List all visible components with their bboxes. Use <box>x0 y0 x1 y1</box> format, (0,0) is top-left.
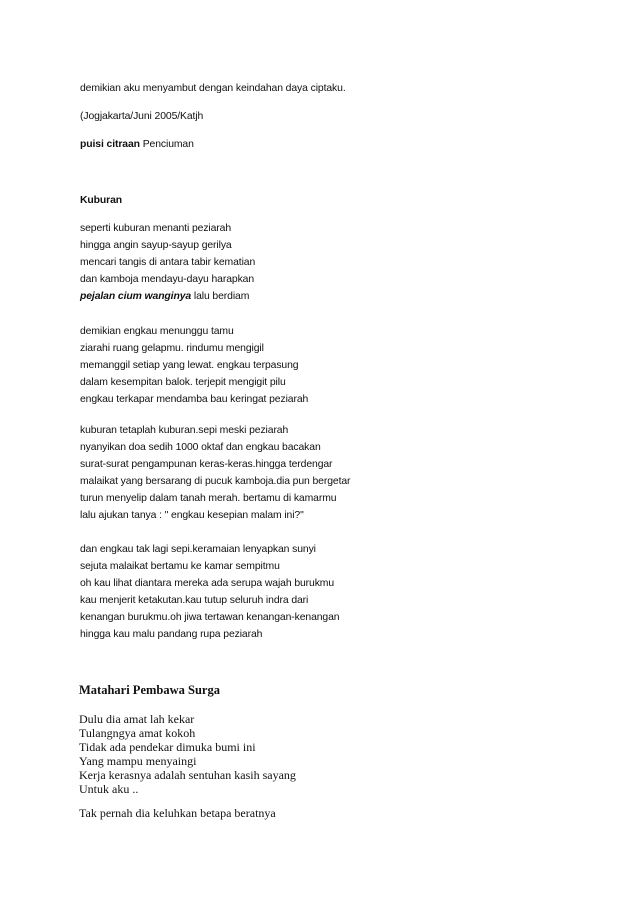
poem-line: Tidak ada pendekar dimuka bumi ini <box>79 740 256 754</box>
poem-line: dan engkau tak lagi sepi.keramaian lenyapkan sunyi <box>80 544 316 555</box>
poem-line: kau menjerit ketakutan.kau tutup seluruh indra dari <box>80 595 309 606</box>
poem-line: Untuk aku .. <box>79 782 139 796</box>
poem-line: memanggil setiap yang lewat. engkau terpasung <box>80 360 299 371</box>
poem-line: demikian engkau menunggu tamu <box>80 326 234 337</box>
poem-line: turun menyelip dalam tanah merah. bertamu di kamarmu <box>80 493 337 504</box>
poem-line: nyanyikan doa sedih 1000 oktaf dan engkau bacakan <box>80 442 321 453</box>
poem-line: Yang mampu menyaingi <box>79 754 197 768</box>
poem-line: dan kamboja mendayu-dayu harapkan <box>80 274 255 285</box>
intro-line: demikian aku menyambut dengan keindahan daya ciptaku. <box>80 83 346 94</box>
poem-line: engkau terkapar mendamba bau keringat peziarah <box>80 394 309 405</box>
poem-line: ziarahi ruang gelapmu. rindumu mengigil <box>80 343 264 354</box>
intro-signature: (Jogjakarta/Juni 2005/Katjh <box>80 111 204 122</box>
poem-line: dalam kesempitan balok. terjepit mengigit pilu <box>80 377 286 388</box>
poem-line: mencari tangis di antara tabir kematian <box>80 257 256 268</box>
poem-line: seperti kuburan menanti peziarah <box>80 223 232 234</box>
poem-line: Kerja kerasnya adalah sentuhan kasih sayang <box>79 768 296 782</box>
poem-line: surat-surat pengampunan keras-keras.hingga terdengar <box>80 459 333 470</box>
poem-line: Tulangngya amat kokoh <box>79 726 196 740</box>
poem-line: Tak pernah dia keluhkan betapa beratnya <box>79 806 276 820</box>
poem-category-bold: puisi citraan <box>80 139 140 150</box>
poem-line: Dulu dia amat lah kekar <box>79 712 195 726</box>
poem-line: hingga kau malu pandang rupa peziarah <box>80 629 263 640</box>
poem-line: lalu ajukan tanya : " engkau kesepian malam ini?" <box>80 510 304 521</box>
poem-line: oh kau lihat diantara mereka ada serupa wajah burukmu <box>80 578 335 589</box>
poem-title-kuburan: Kuburan <box>80 195 123 206</box>
poem-line: hingga angin sayup-sayup gerilya <box>80 240 232 251</box>
poem-emphasis: pejalan cium wanginya <box>80 291 192 302</box>
poem-line: kuburan tetaplah kuburan.sepi meski peziarah <box>80 425 289 436</box>
poem-title-matahari: Matahari Pembawa Surga <box>79 683 220 697</box>
poem-line: malaikat yang bersarang di pucuk kamboja.dia pun bergetar <box>80 476 351 487</box>
poem-category-rest: Penciuman <box>139 139 194 150</box>
poem-category-label <box>80 136 194 153</box>
poem-line <box>80 288 249 305</box>
poem-line: kenangan burukmu.oh jiwa tertawan kenangan-kenangan <box>80 612 340 623</box>
poem-line-rest: lalu berdiam <box>191 291 250 302</box>
poem-line: sejuta malaikat bertamu ke kamar sempitmu <box>80 561 280 572</box>
